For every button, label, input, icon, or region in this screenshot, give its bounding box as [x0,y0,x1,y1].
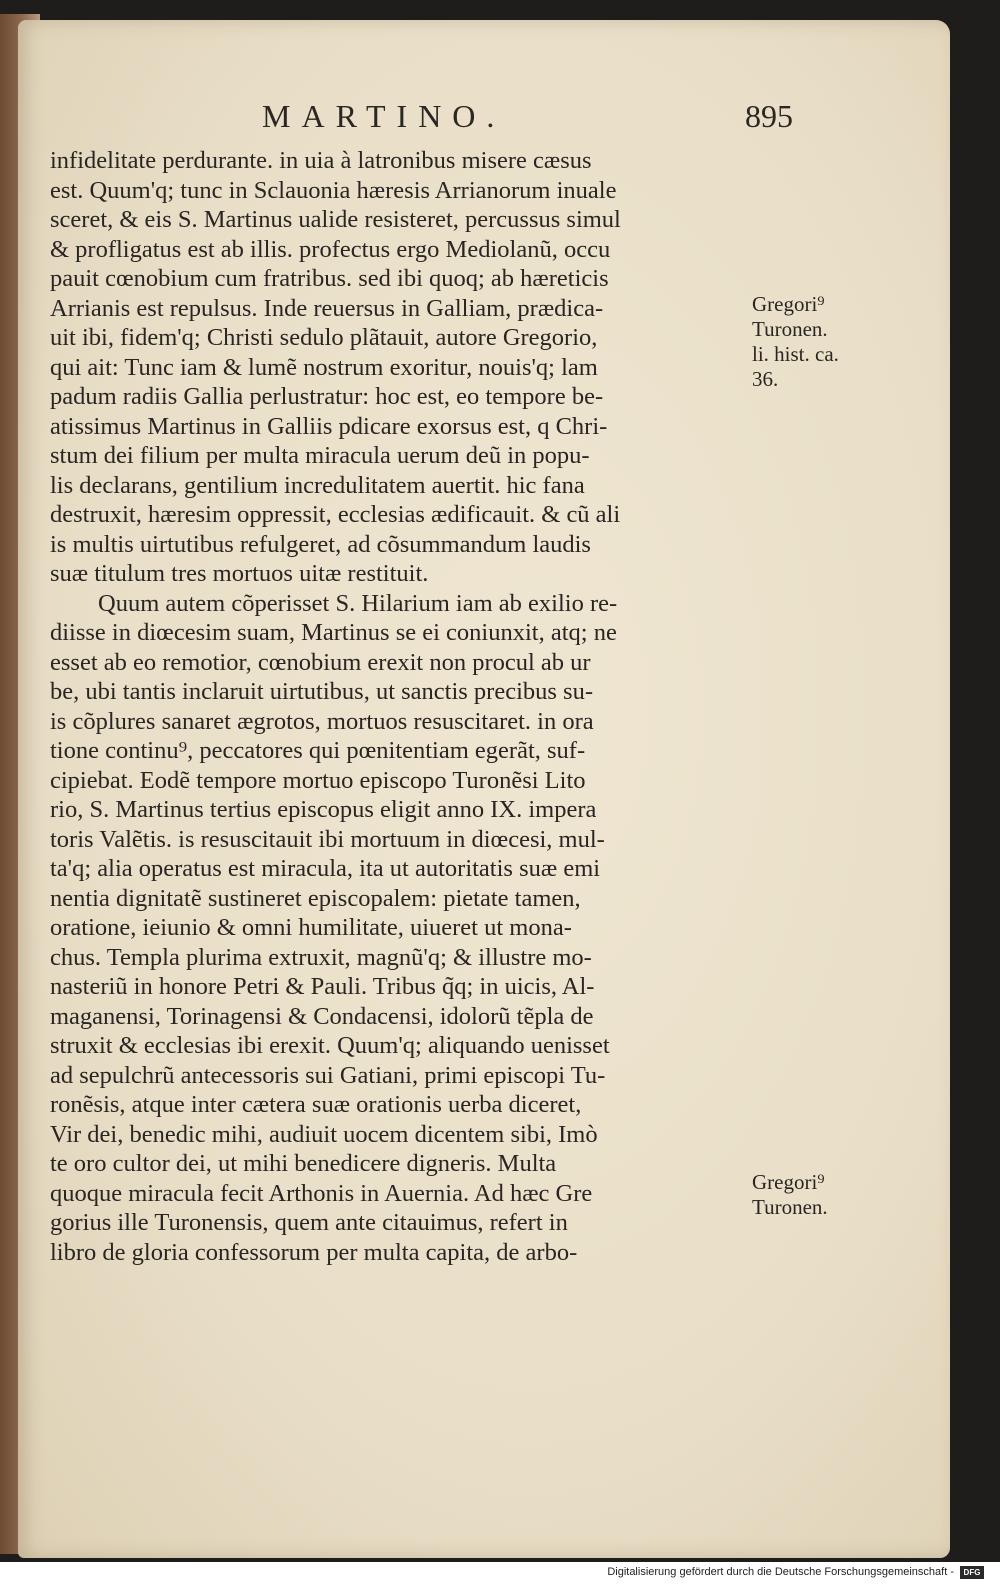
credit-text: Digitalisierung gefördert durch die Deutsche Forschungsgemeinschaft - [607,1566,954,1578]
text-line: & profligatus est ab illis. profectus ergo Mediolanũ, occu [50,235,611,263]
margin-note-line: Gregori⁹ [752,1170,825,1194]
text-line: nentia dignitatẽ sustineret episcopalem: pietate tamen, [50,884,581,912]
text-line: struxit & ecclesias ibi erexit. Quum'q; aliquando uenisset [50,1032,610,1059]
margin-note-line: li. hist. ca. [752,342,839,366]
text-line: quoque miracula fecit Arthonis in Auernia. Ad hæc Gre [50,1179,593,1207]
text-line: ronẽsis, atque inter cætera suæ orationis uerba diceret, [50,1091,582,1118]
text-line: te oro cultor dei, ut mihi benedicere digneris. Multa [50,1150,557,1177]
text-line: uit ibi, fidem'q; Christi sedulo plãtauit, autore Gregorio, [50,324,598,351]
text-line: atissimus Martinus in Galliis pdicare exorsus est, q Chri- [50,412,608,440]
running-title: MARTINO. [262,98,506,134]
margin-note-line: Turonen. [752,1195,828,1219]
margin-note-line: Gregori⁹ [752,292,825,316]
text-line: infidelitate perdurante. in uia à latronibus misere cæsus [50,147,592,174]
text-line: diisse in diœcesim suam, Martinus se ei coniunxit, atq; ne [50,619,617,646]
text-line: Vir dei, benedic mihi, audiuit uocem dicentem sibi, Imò [50,1120,598,1148]
text-line: Quum autem cõperisset S. Hilarium iam ab exilio re- [98,589,618,617]
page-number: 895 [745,98,793,134]
dfg-logo: DFG [960,1566,984,1579]
text-line: ad sepulchrũ antecessoris sui Gatiani, primi episcopi Tu- [50,1061,606,1089]
margin-note-line: Turonen. [752,317,828,341]
text-line: is cõplures sanaret ægrotos, mortuos resuscitaret. in ora [50,707,594,735]
text-line: libro de gloria confessorum per multa capita, de arbo- [50,1238,578,1266]
margin-note-line: 36. [752,367,779,391]
text-line: Arrianis est repulsus. Inde reuersus in Galliam, prædica- [50,294,604,322]
text-line: esset ab eo remotior, cœnobium erexit non procul ab ur [50,648,591,676]
text-line: sceret, & eis S. Martinus ualide resisteret, percussus simul [50,206,621,233]
text-line: tione continu⁹, peccatores qui pœnitentiam egerãt, suf- [50,737,586,764]
text-line: gorius ille Turonensis, quem ante citauimus, refert in [50,1209,568,1236]
text-line: is multis uirtutibus refulgeret, ad cõsummandum laudis [50,530,591,558]
text-line: chus. Templa plurima extruxit, magnũ'q; & illustre mo- [50,943,592,971]
margin-note [752,292,902,392]
text-line: stum dei filium per multa miracula uerum deũ in popu- [50,442,590,469]
text-line: qui ait: Tunc iam & lumẽ nostrum exoritur, nouis'q; lam [50,353,598,381]
credit-bar [0,1562,1000,1584]
text-line: rio, S. Martinus tertius episcopus eligit anno IX. impera [50,796,597,823]
text-line: lis declarans, gentilium incredulitatem auertit. hic fana [50,471,585,499]
text-line: be, ubi tantis inclaruit uirtutibus, ut sanctis precibus su- [50,678,593,705]
text-line: suæ titulum tres mortuos uitæ restituit. [50,560,429,587]
text-line: toris Valẽtis. is resuscitauit ibi mortuum in diœcesi, mul- [50,825,605,853]
text-line: cipiebat. Eodẽ tempore mortuo episcopo Turonẽsi Lito [50,766,586,794]
text-line: pauit cœnobium cum fratribus. sed ibi quoq; ab hæreticis [50,265,609,292]
text-line: est. Quum'q; tunc in Sclauonia hæresis Arrianorum inuale [50,176,617,204]
text-line: padum radiis Gallia perlustratur: hoc est, eo tempore be- [50,383,604,410]
body-text [50,146,750,1267]
text-line: maganensi, Torinagensi & Condacensi, idolorũ tẽpla de [50,1002,594,1030]
text-line: destruxit, hæresim oppressit, ecclesias ædificauit. & cũ ali [50,501,621,528]
text-line: ta'q; alia operatus est miracula, ita ut autoritatis suæ emi [50,855,601,882]
margin-note [752,1170,902,1220]
text-line: nasteriũ in honore Petri & Pauli. Tribus q̃q; in uicis, Al- [50,973,595,1000]
text-line: oratione, ieiunio & omni humilitate, uiueret ut mona- [50,914,572,941]
